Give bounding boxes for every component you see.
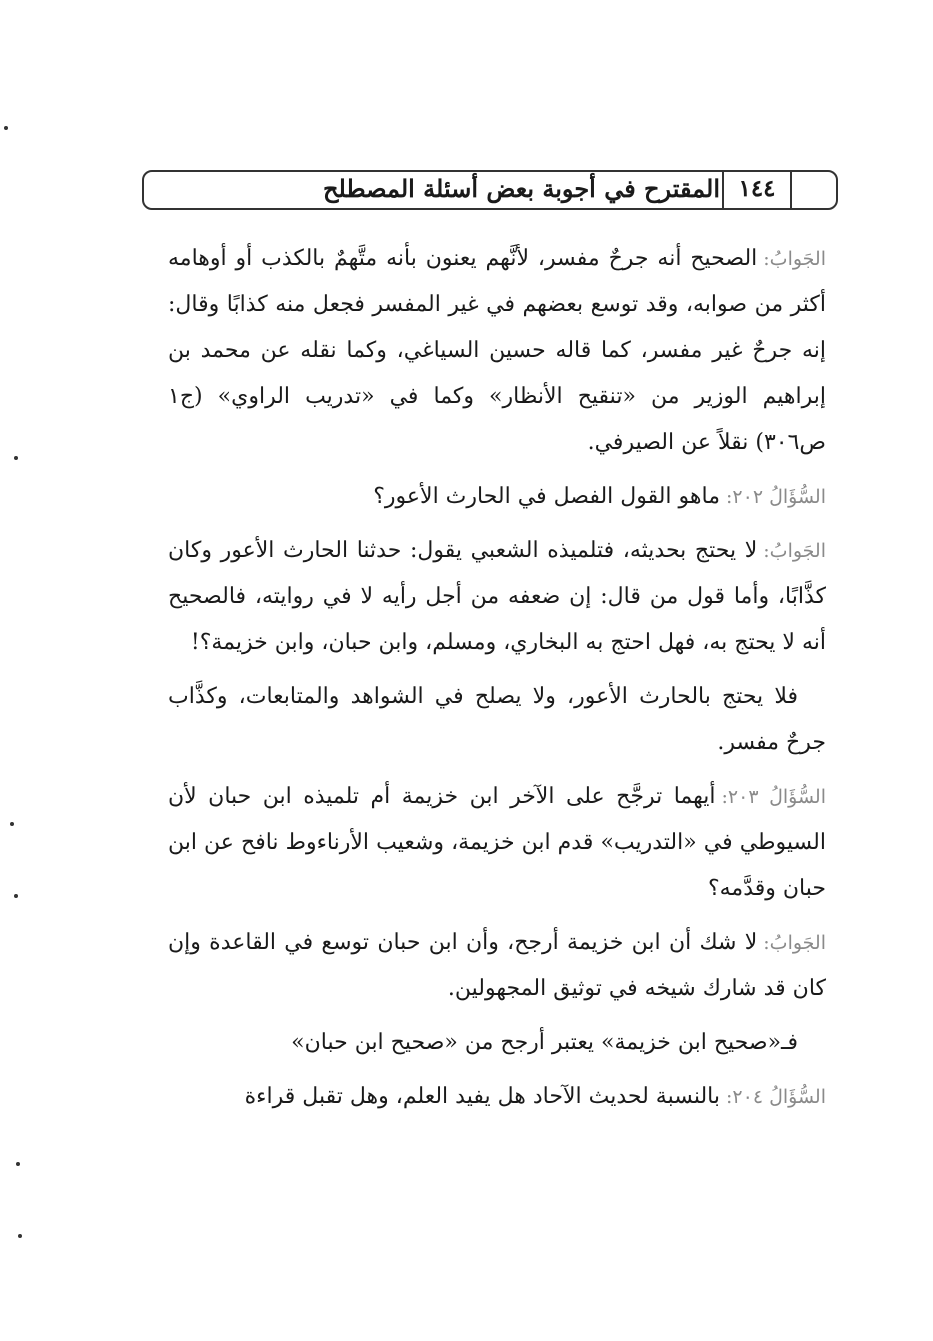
question-label: السُّؤَالُ ٢٠٣: [721, 786, 826, 808]
answer-paragraph [168, 528, 826, 666]
answer-paragraph [168, 920, 826, 1012]
paragraph-text: لا يحتج بحديثه، فتلميذه الشعبي يقول: حدثنا الحارث الأعور وكان كذَّابًا، وأما قول من قال: إن ضعفه من أجل رأيه لا في روايته، فالصحيح أنه لا يحتج به، فهل احتج به البخاري، ومسلم، وابن حبان، وابن خزيمة؟! [168, 538, 826, 655]
paragraph-text: الصحيح أنه جرحٌ مفسر، لأنَّهم يعنون بأنه متَّهمٌ بالكذب أو أوهامه أكثر من صوابه، وقد توسع بعضهم في غير المفسر فجعل منه كذابًا وقال: إنه جرحٌ غير مفسر، كما قاله حسين السياغي، وكما نقله عن محمد بن إبراهيم الوزير من «تنقيح الأنظار» وكما في «تدريب الراوي» (ج١ ص٣٠٦) نقلاً عن الصيرفي. [168, 246, 827, 455]
question-paragraph [168, 774, 826, 912]
paragraph-text: بالنسبة لحديث الآحاد هل يفيد العلم، وهل تقبل قراءة [244, 1084, 720, 1109]
question-paragraph [168, 1074, 826, 1120]
scan-speck [14, 456, 18, 460]
paragraph-text: فلا يحتج بالحارث الأعور، ولا يصلح في الشواهد والمتابعات، وكذَّاب جرحٌ مفسر. [168, 684, 826, 755]
question-label: السُّؤَالُ ٢٠٢: [726, 486, 826, 508]
paragraph-text: ماهو القول الفصل في الحارث الأعور؟ [373, 484, 720, 509]
question-paragraph [168, 474, 826, 520]
body-paragraph [168, 674, 826, 766]
paragraph-text: فـ«صحيح ابن خزيمة» يعتبر أرجح من «صحيح ابن حبان» [291, 1030, 798, 1055]
paragraph-text: لا شك أن ابن خزيمة أرجح، وأن ابن حبان توسع في القاعدة وإن كان قد شارك شيخه في توثيق المجهولين. [168, 930, 826, 1001]
running-header-title: المقترح في أجوبة بعض أسئلة المصطلح [323, 174, 720, 203]
scan-speck [18, 1234, 22, 1238]
paragraph-text: أيهما ترجَّح على الآخر ابن خزيمة أم تلميذه ابن حبان لأن السيوطي في «التدريب» قدم ابن خزيمة، وشعيب الأرناءوط نافح عن ابن حبان وقدَّمه؟ [168, 784, 826, 901]
body-paragraph [168, 1020, 826, 1066]
answer-label: الجَوابُ: [763, 540, 826, 562]
scan-speck [10, 822, 14, 826]
page-number: ١٤٤ [722, 170, 792, 210]
answer-label: الجَوابُ: [763, 932, 826, 954]
scan-speck [16, 1162, 20, 1166]
scan-speck [14, 894, 18, 898]
scan-speck [4, 126, 8, 130]
question-label: السُّؤَالُ ٢٠٤: [726, 1086, 826, 1108]
page-body [168, 236, 826, 1128]
answer-label: الجَوابُ: [763, 248, 826, 270]
answer-paragraph [168, 236, 826, 466]
